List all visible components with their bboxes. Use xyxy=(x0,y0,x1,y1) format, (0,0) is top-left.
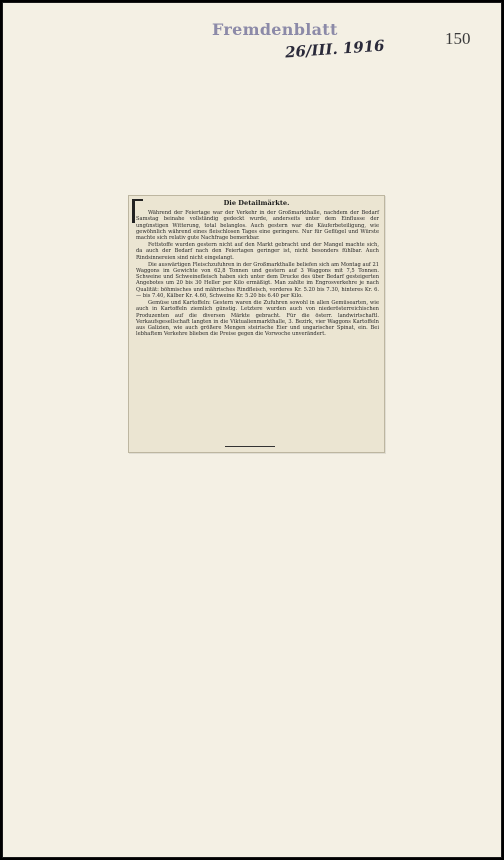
clipping-body xyxy=(136,210,379,338)
archive-sheet xyxy=(2,2,502,858)
clipping-paragraph: Die auswärtigen Fleischzufuhren in der Großmarkthalle beliefen sich am Montag auf 21 Waggons im Gewichte von 62,8 Tonnen und gestern auf 3 Waggons mit 7,5 Tonnen. Schweine und Schweinefleisch haben sich unter dem Drucke des über Bedarf gesteigerten Angebotes um 20 bis 30 Heller per Kilo ermäßigt. Man zahlte im Engrosverkehre je nach Qualität: böhmisches und mährisches Rindfleisch, vorderes Kr. 5.20 bis 7.30, hinteres Kr. 6.— bis 7.40, Kälber Kr. 4.60, Schweine Kr. 5.20 bis 6.40 per Kilo. xyxy=(136,261,379,300)
clipping-paragraph: Während der Feiertage war der Verkehr in der Großmarkthalle, nachdem der Bedarf Samstag beinahe vollständig gedeckt wurde, anderseits unter dem Einflusse der ungünstigen Witterung, total belanglos. Auch gestern war die Käuferbeteiligung, wie gewöhnlich während eines fleischlosen Tages eine geringere. Nur für Geflügel und Würste machte sich relativ gute Nachfrage bemerkbar. xyxy=(136,210,379,242)
handwritten-date: 26/III. 1916 xyxy=(284,36,386,62)
clipping-end-rule xyxy=(225,446,275,447)
clipping-title: Die Detailmärkte. xyxy=(223,199,290,207)
clipping-paragraph: Gemüse und Kartoffeln: Gestern waren die Zufuhren sowohl in allen Gemüsearten, wie auch in Kartoffeln ziemlich günstig. Letztere wurden auch von niederösterreichischen Produzenten auf die diversen Märkte gebracht. Für die österr. landwirtschaftl. Verkaufsgesellschaft langten in die Viktualienmarkthalle, 3. Bezirk, vier Waggons Kartoffeln aus Galizien, wie auch größere Mengen steirische Eier und ungarischer Spinat, ein. Bei lebhaftem Verkehre blieben die Preise gegen die Vorwoche unverändert. xyxy=(136,299,379,338)
newspaper-clipping xyxy=(128,195,385,453)
clipping-paragraph: Fettstoffe wurden gestern nicht auf den Markt gebracht und der Mangel machte sich, da auch der Bedarf nach den Feiertagen geringer ist, nicht besonders fühlbar. Auch Rindsinnereien sind nicht eingelangt. xyxy=(136,242,379,261)
folio-number: 150 xyxy=(445,29,471,48)
newspaper-stamp: Fremdenblatt xyxy=(212,20,338,39)
